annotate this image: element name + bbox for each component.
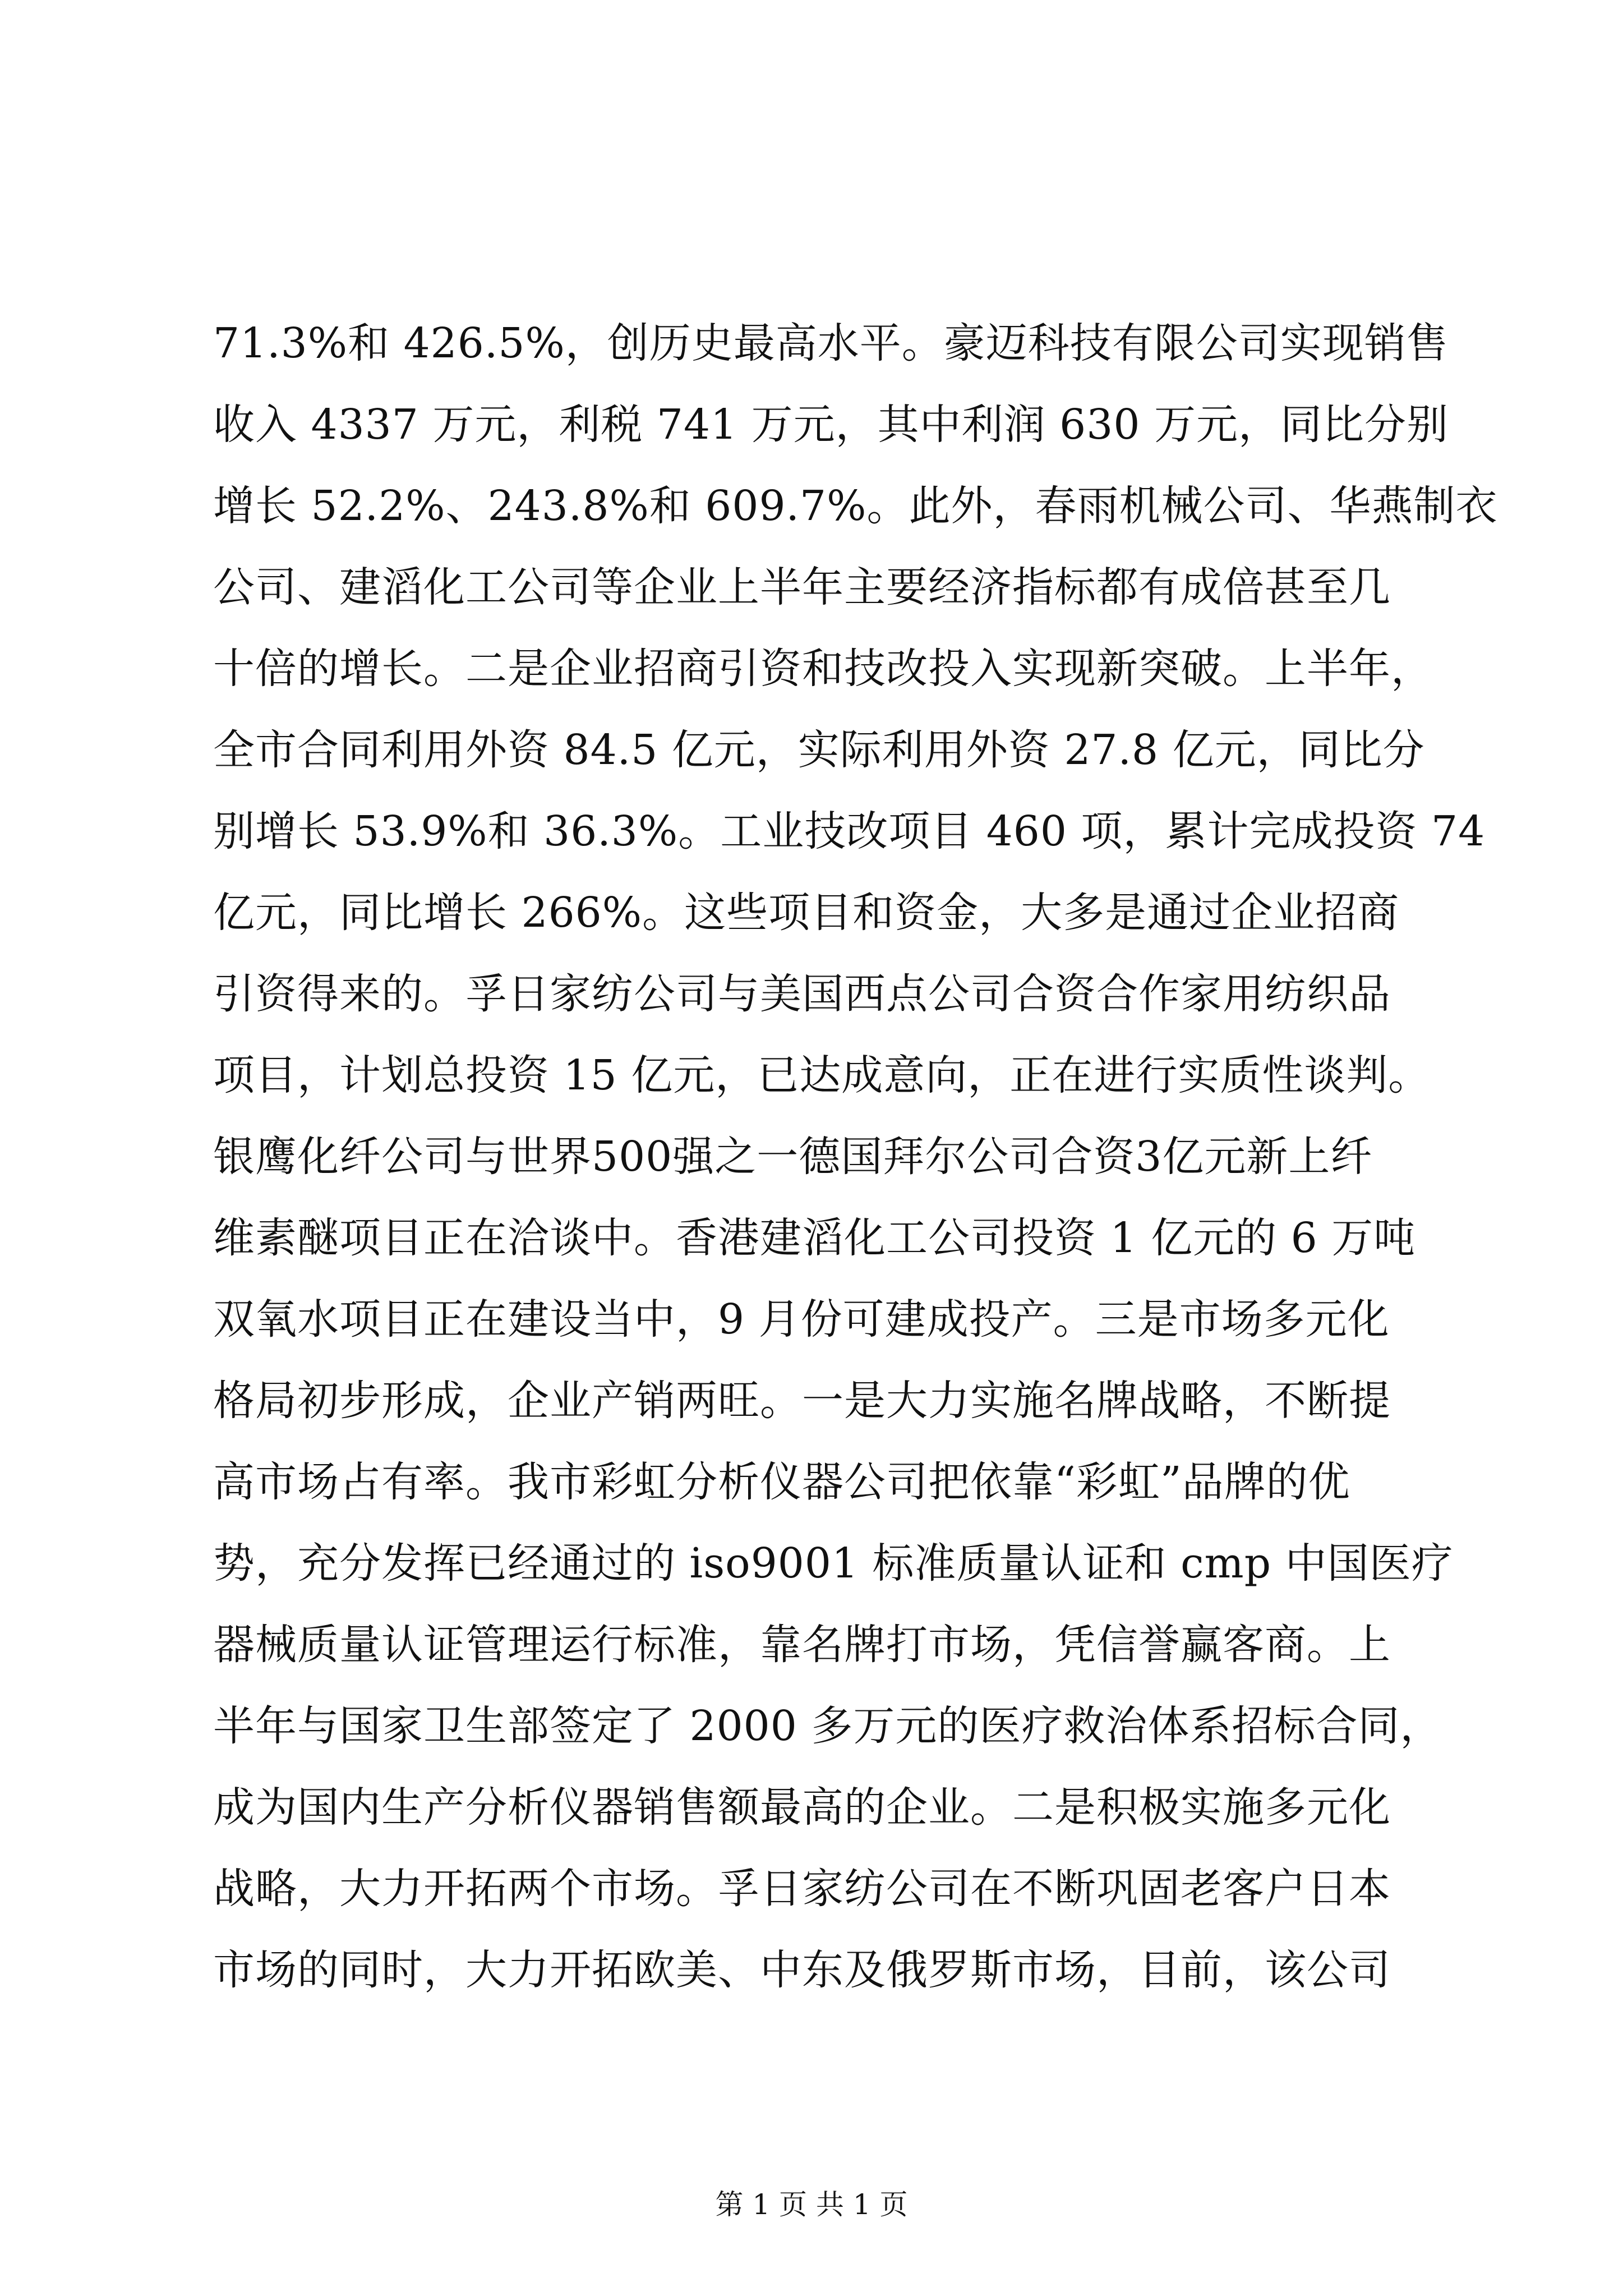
text-line: 亿元，同比增长 266%。这些项目和资金，大多是通过企业招商 [213, 889, 1400, 937]
page-footer [0, 2185, 1623, 2224]
text-line: 项目，计划总投资 15 亿元，已达成意向，正在进行实质性谈判。 [213, 1051, 1431, 1099]
text-line: 战略，大力开拓两个市场。孚日家纺公司在不断巩固老客户日本 [213, 1865, 1391, 1913]
text-line: 高市场占有率。我市彩虹分析仪器公司把依靠“彩虹”品牌的优 [213, 1458, 1350, 1506]
text-line: 公司、建滔化工公司等企业上半年主要经济指标都有成倍甚至几 [213, 563, 1391, 611]
text-line: 器械质量认证管理运行标准，靠名牌打市场，凭信誉赢客商。上 [213, 1621, 1391, 1669]
text-line: 引资得来的。孚日家纺公司与美国西点公司合资合作家用纺织品 [213, 970, 1391, 1018]
text-line: 成为国内生产分析仪器销售额最高的企业。二是积极实施多元化 [213, 1783, 1391, 1832]
text-line: 十倍的增长。二是企业招商引资和技改投入实现新突破。上半年， [213, 645, 1433, 693]
text-line: 势，充分发挥已经通过的 iso9001 标准质量认证和 cmp 中国医疗 [213, 1539, 1454, 1588]
text-line: 增长 52.2%、243.8%和 609.7%。此外，春雨机械公司、华燕制衣 [213, 482, 1498, 530]
text-line: 格局初步形成，企业产销两旺。一是大力实施名牌战略，不断提 [213, 1377, 1391, 1425]
text-line: 71.3%和 426.5%，创历史最高水平。豪迈科技有限公司实现销售 [213, 319, 1449, 367]
text-line: 收入 4337 万元，利税 741 万元，其中利润 630 万元，同比分别 [213, 401, 1449, 449]
text-line: 别增长 53.9%和 36.3%。工业技改项目 460 项，累计完成投资 74 [213, 807, 1486, 855]
document-body [213, 303, 1498, 2011]
text-line: 银鹰化纤公司与世界500强之一德国拜尔公司合资3亿元新上纤 [213, 1133, 1373, 1181]
page-number-label: 第 1 页 共 1 页 [715, 2188, 908, 2221]
text-line: 半年与国家卫生部签定了 2000 多万元的医疗救治体系招标合同， [213, 1702, 1442, 1750]
text-line: 全市合同利用外资 84.5 亿元，实际利用外资 27.8 亿元，同比分 [213, 726, 1425, 774]
text-line: 双氧水项目正在建设当中，9 月份可建成投产。三是市场多元化 [213, 1295, 1390, 1343]
text-line: 市场的同时，大力开拓欧美、中东及俄罗斯市场，目前，该公司 [213, 1946, 1391, 1994]
text-line: 维素醚项目正在洽谈中。香港建滔化工公司投资 1 亿元的 6 万吨 [213, 1214, 1416, 1262]
